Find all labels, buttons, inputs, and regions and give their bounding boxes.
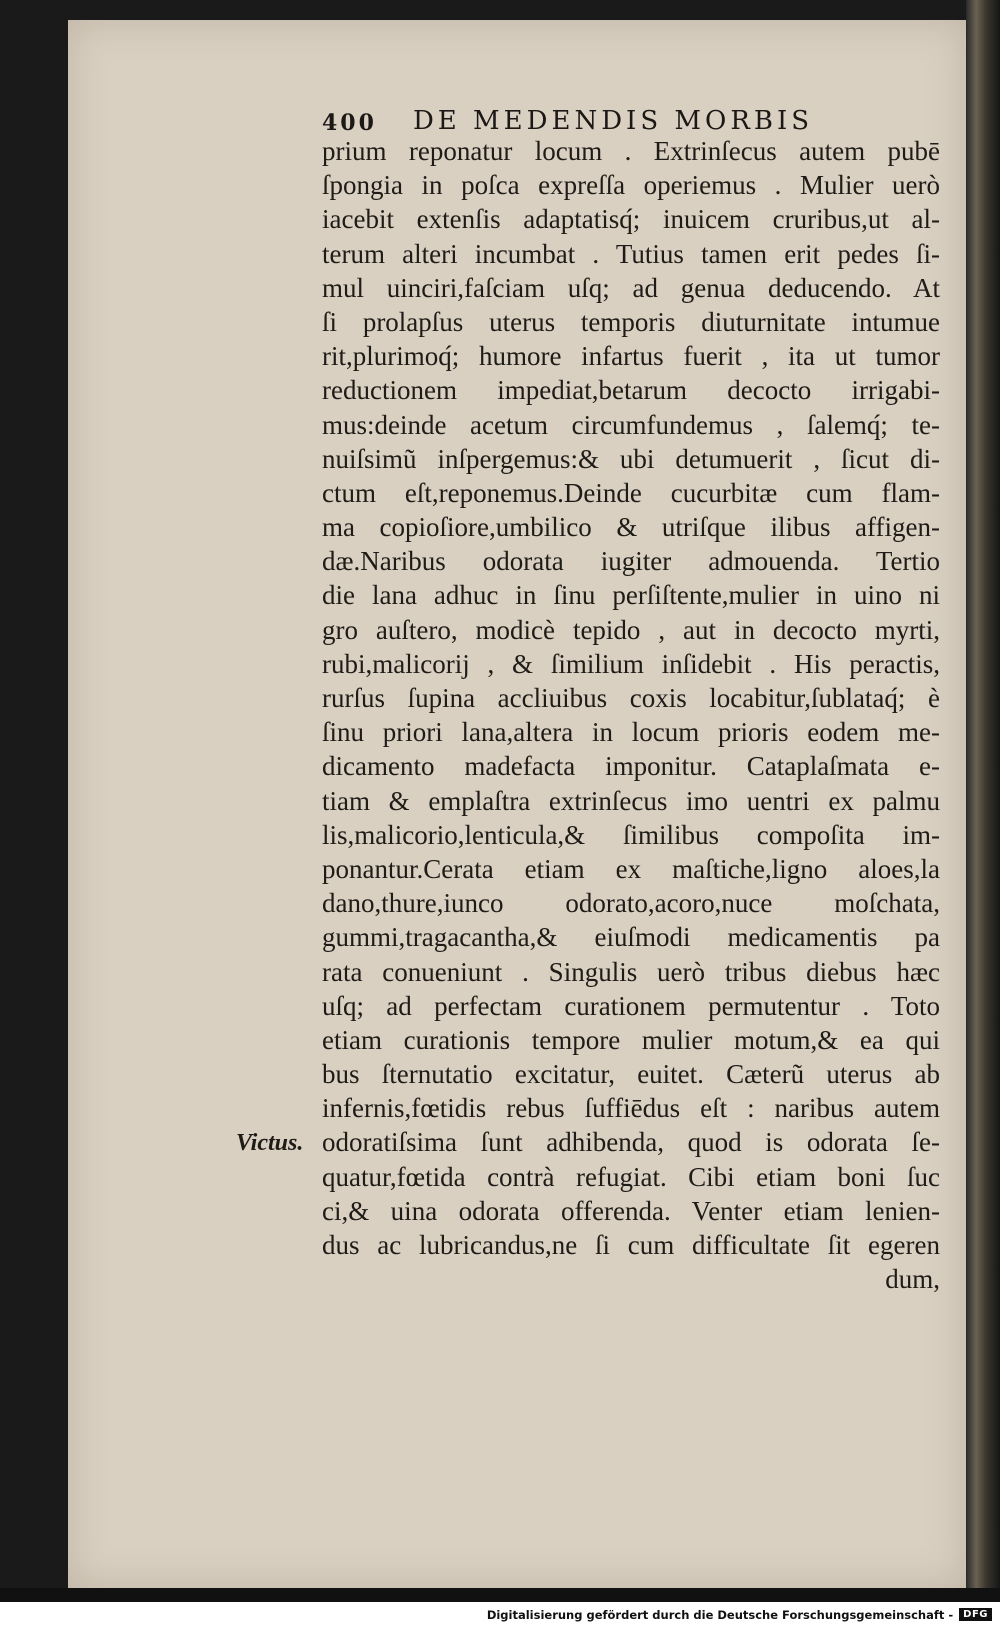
text-line: ci,& uina odorata offerenda. Venter etiam lenien-: [322, 1195, 940, 1226]
text-line: rata conueniunt . Singulis uerò tribus diebus hæc: [322, 956, 940, 987]
running-title: DE MEDENDIS MORBIS: [412, 106, 814, 136]
text-line: bus ſternutatio excitatur, euitet. Cæterũ uterus ab: [322, 1059, 940, 1090]
text-line: ſinu priori lana,altera in locum prioris eodem me-: [322, 717, 940, 748]
dfg-logo: DFG: [959, 1608, 992, 1621]
text-line: mul uinciri,faſciam uſq; ad genua deducendo. At: [322, 272, 940, 303]
text-line: etiam curationis tempore mulier motum,& ea qui: [322, 1024, 940, 1055]
scan-bottom-edge: [0, 1588, 1000, 1602]
text-line: ſpongia in poſca expreſſa operiemus . Mulier uerò: [322, 170, 940, 201]
marginal-note: Victus.: [236, 1130, 304, 1156]
text-line: prium reponatur locum . Extrinſecus autem pubē: [322, 136, 940, 166]
text-line: gummi,tragacantha,& eiuſmodi medicamentis pa: [322, 922, 940, 953]
text-line: ponantur.Cerata etiam ex maſtiche,ligno aloes,la: [322, 853, 940, 884]
digitization-footer: [0, 1602, 1000, 1627]
text-line: rubi,malicorij , & ſimilium inſidebit . His peractis,: [322, 648, 940, 679]
page-number: 400: [322, 110, 377, 136]
body-text: [322, 134, 940, 1296]
page-edge: [966, 0, 1000, 1600]
text-line: iacebit extenſis adaptatisq́; inuicem cruribus,ut al-: [322, 204, 940, 235]
text-line: odoratiſsima ſunt adhibenda, quod is odorata ſe-: [322, 1127, 940, 1158]
text-line: dus ac lubricandus,ne ſi cum difficultate ſit egeren: [322, 1230, 940, 1260]
text-line: mus:deinde acetum circumfundemus , ſalemq́; te-: [322, 409, 940, 440]
text-line: rurſus ſupina accliuibus coxis locabitur,ſublataq́; è: [322, 683, 940, 713]
text-line: dicamento madefacta imponitur. Cataplaſmata e-: [322, 751, 940, 782]
catchword: dum,: [885, 1264, 940, 1295]
text-line: reductionem impediat,betarum decocto irrigabi-: [322, 375, 940, 406]
text-line: dano,thure,iunco odorato,acoro,nuce moſchata,: [322, 888, 940, 919]
text-line: rit,plurimoq́; humore infartus fuerit , ita ut tumor: [322, 341, 940, 372]
text-line: terum alteri incumbat . Tutius tamen erit pedes ſi-: [322, 238, 940, 269]
running-head: [322, 100, 962, 136]
text-line: uſq; ad perfectam curationem permutentur . Toto: [322, 990, 940, 1021]
text-line: infernis,fœtidis rebus ſuffiēdus eſt : naribus autem: [322, 1093, 940, 1124]
text-line: lis,malicorio,lenticula,& ſimilibus compoſita im-: [322, 819, 940, 850]
funding-credit: Digitalisierung gefördert durch die Deutsche Forschungsgemeinschaft -: [486, 1607, 954, 1622]
text-line: quatur,fœtida contrà refugiat. Cibi etiam boni ſuc: [322, 1161, 940, 1192]
text-line: dæ.Naribus odorata iugiter admouenda. Tertio: [322, 546, 940, 577]
text-line: ma copioſiore,umbilico & utriſque ilibus affigen-: [322, 512, 940, 543]
text-line: ſi prolapſus uterus temporis diuturnitate intumue: [322, 306, 940, 337]
text-line: tiam & emplaſtra extrinſecus imo uentri ex palmu: [322, 785, 940, 816]
text-line: ctum eſt,reponemus.Deinde cucurbitæ cum flam-: [322, 477, 940, 508]
text-line: gro auſtero, modicè tepido , aut in decocto myrti,: [322, 614, 940, 645]
text-line: die lana adhuc in ſinu perſiſtente,mulier in uino ni: [322, 580, 940, 611]
text-line: nuiſsimũ inſpergemus:& ubi detumuerit , ſicut di-: [322, 443, 940, 474]
